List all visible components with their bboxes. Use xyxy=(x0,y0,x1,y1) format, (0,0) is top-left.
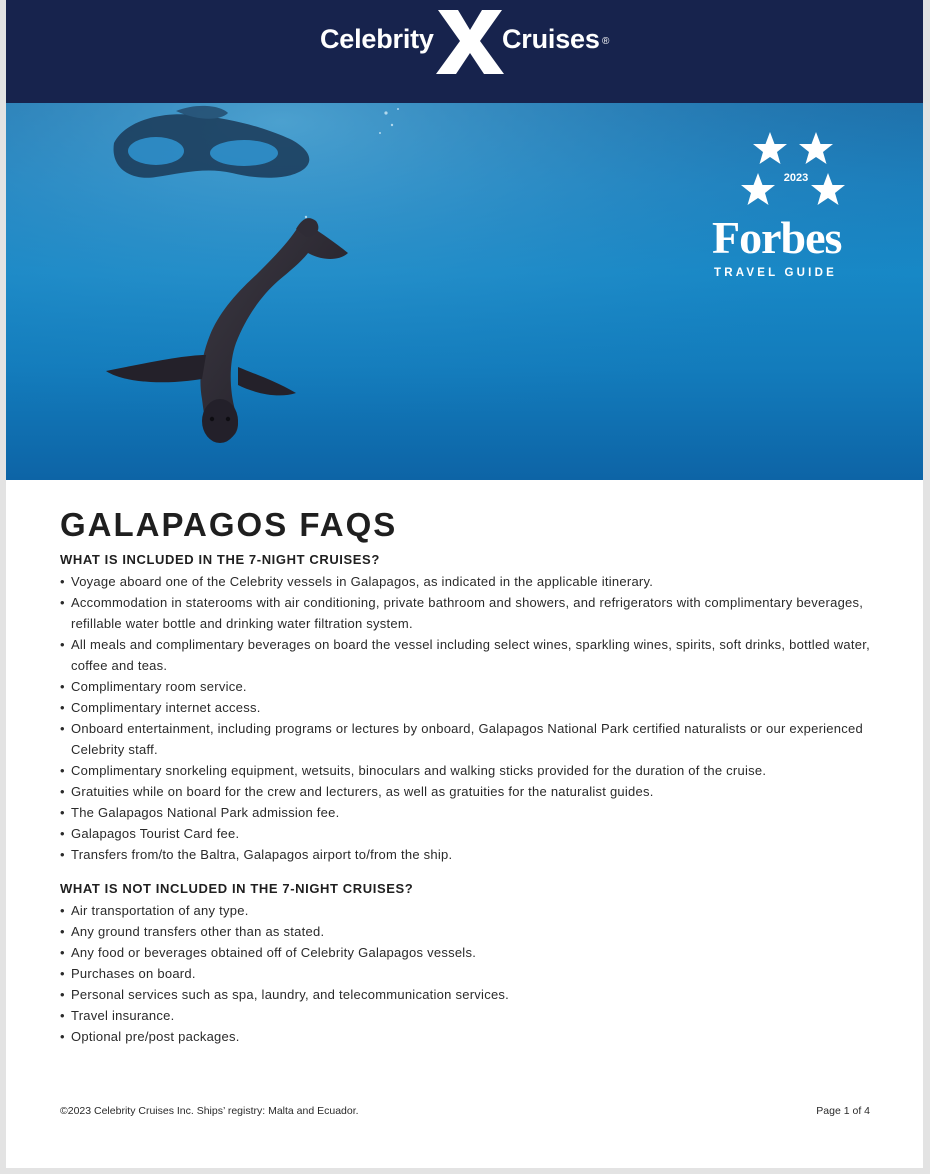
registered-mark: ® xyxy=(602,36,610,47)
brand-header xyxy=(6,0,923,103)
faq-page xyxy=(6,0,923,1168)
bullet: • xyxy=(60,847,65,862)
list-item: • Personal services such as spa, laundry, and telecommunication services. xyxy=(60,984,880,1005)
hero-photo-sea-lion xyxy=(6,103,923,480)
bullet: • xyxy=(60,679,65,694)
list-item: • Transfers from/to the Baltra, Galapagos airport to/from the ship. xyxy=(60,844,880,865)
bullet: • xyxy=(60,805,65,820)
page-title: GALAPAGOS FAQS xyxy=(60,506,398,543)
list-item: • Galapagos Tourist Card fee. xyxy=(60,823,880,844)
list-item: • Any ground transfers other than as stated. xyxy=(60,921,880,942)
bullet: • xyxy=(60,924,65,939)
bullet: • xyxy=(60,637,65,652)
included-list xyxy=(60,571,880,865)
bullet: • xyxy=(60,700,65,715)
list-item: • Accommodation in staterooms with air conditioning, private bathroom and showers, and refrigerators with complimentary beverages, refillable water bottle and drinking water filtration system. xyxy=(60,592,880,634)
section-heading-included: WHAT IS INCLUDED IN THE 7-NIGHT CRUISES? xyxy=(60,552,380,567)
list-item: • All meals and complimentary beverages on board the vessel including select wines, sparkling wines, spirits, soft drinks, bottled water, coffee and teas. xyxy=(60,634,880,676)
bullet: • xyxy=(60,1008,65,1023)
list-item: • Gratuities while on board for the crew and lecturers, as well as gratuities for the naturalist guides. xyxy=(60,781,880,802)
list-item: • Onboard entertainment, including programs or lectures by onboard, Galapagos National Park certified naturalists or our experienced Celebrity staff. xyxy=(60,718,880,760)
list-item: • Complimentary room service. xyxy=(60,676,880,697)
bullet: • xyxy=(60,574,65,589)
bullet: • xyxy=(60,721,65,736)
logo-word-left: Celebrity xyxy=(320,24,434,54)
badge-brand: Forbes xyxy=(712,212,842,263)
list-item: • Purchases on board. xyxy=(60,963,880,984)
list-item: • Voyage aboard one of the Celebrity vessels in Galapagos, as indicated in the applicable itinerary. xyxy=(60,571,880,592)
bullet: • xyxy=(60,763,65,778)
list-item: • Travel insurance. xyxy=(60,1005,880,1026)
celebrity-cruises-logo xyxy=(320,10,620,74)
list-item: • The Galapagos National Park admission fee. xyxy=(60,802,880,823)
footer-page-number: Page 1 of 4 xyxy=(816,1105,870,1117)
bullet: • xyxy=(60,1029,65,1044)
bullet: • xyxy=(60,595,65,610)
list-item: • Optional pre/post packages. xyxy=(60,1026,880,1047)
list-item: • Any food or beverages obtained off of Celebrity Galapagos vessels. xyxy=(60,942,880,963)
badge-subtitle: TRAVEL GUIDE xyxy=(714,267,837,279)
forbes-travel-guide-badge xyxy=(706,127,876,287)
list-item: • Air transportation of any type. xyxy=(60,900,880,921)
badge-year: 2023 xyxy=(783,172,809,184)
logo-word-right: Cruises xyxy=(502,24,600,54)
celebrity-x-icon xyxy=(432,10,508,74)
bullet: • xyxy=(60,784,65,799)
bullet: • xyxy=(60,987,65,1002)
bullet: • xyxy=(60,826,65,841)
bullet: • xyxy=(60,966,65,981)
bullet: • xyxy=(60,903,65,918)
list-item: • Complimentary snorkeling equipment, wetsuits, binoculars and walking sticks provided for the duration of the cruise. xyxy=(60,760,880,781)
bullet: • xyxy=(60,945,65,960)
footer-copyright: ©2023 Celebrity Cruises Inc. Ships’ registry: Malta and Ecuador. xyxy=(60,1105,359,1117)
list-item: • Complimentary internet access. xyxy=(60,697,880,718)
not-included-list xyxy=(60,900,880,1047)
section-heading-not-included: WHAT IS NOT INCLUDED IN THE 7-NIGHT CRUISES? xyxy=(60,881,414,896)
